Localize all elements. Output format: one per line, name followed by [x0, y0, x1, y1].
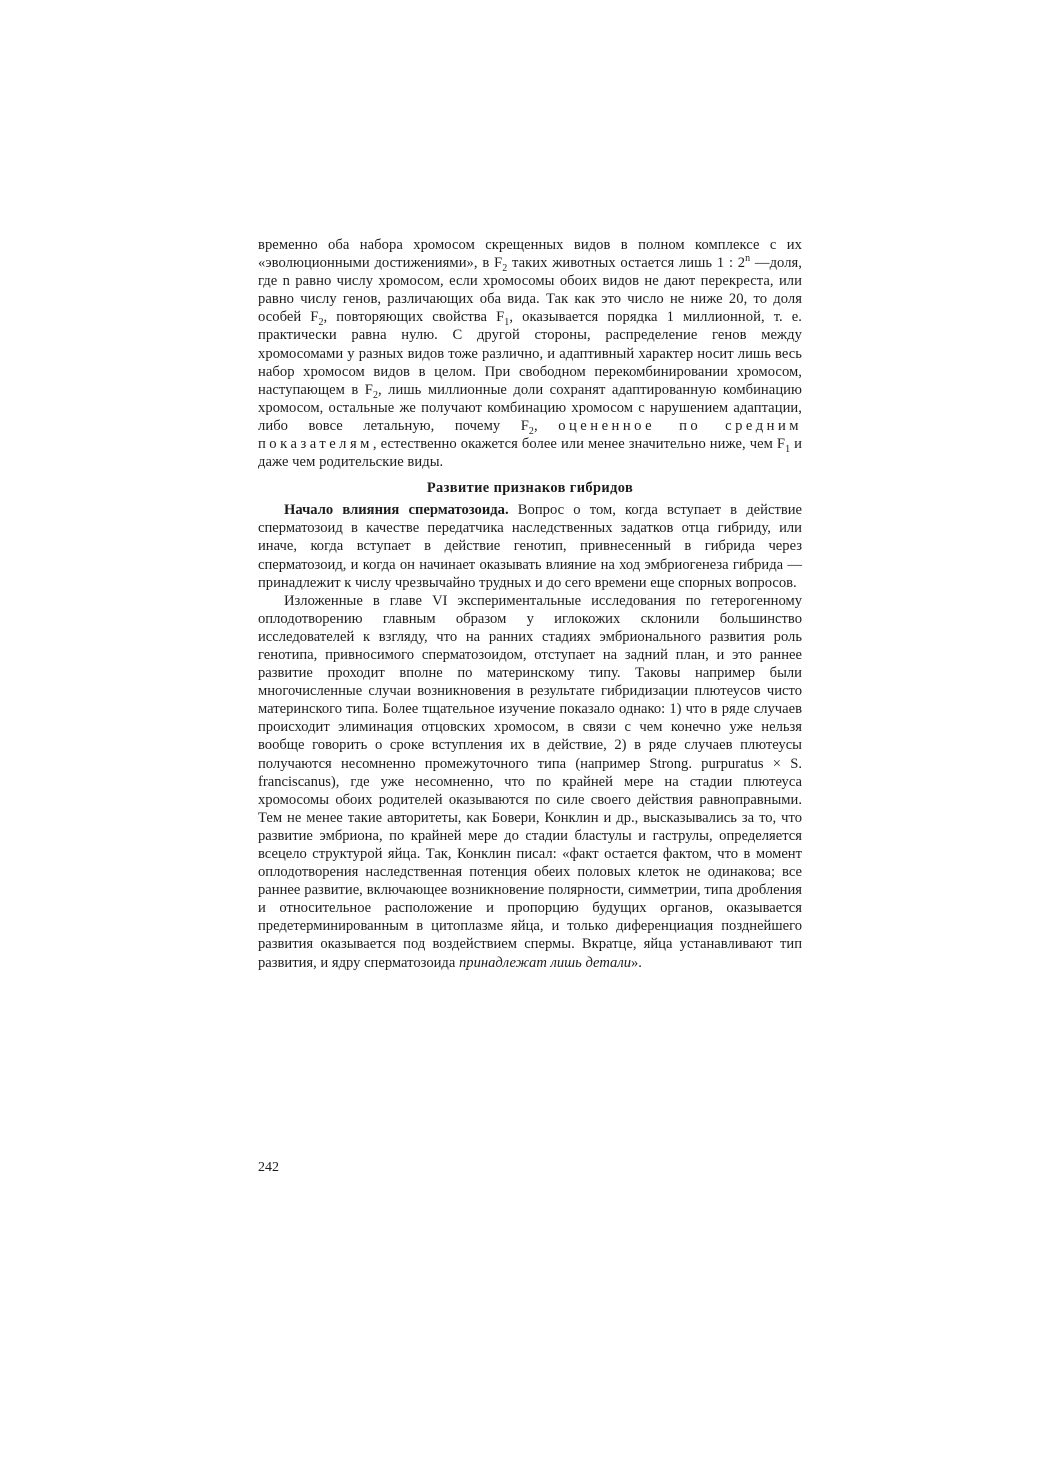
paragraph-sperm-influence: Начало влияния сперматозоида. Вопрос о том, когда вступает в действие сперматозоид в качестве передатчика наследственных задатков отца гибриду, или иначе, когда вступает в действие генотип, привнесенный в гибрида через сперматозоид, и когда он начинает оказывать влияние на ход эмбриогенеза гибрида — принадлежит к числу чрезвычайно трудных и до сего времени еще спорных вопросов.: [258, 502, 802, 591]
paragraph-continuation: временно оба набора хромосом скрещенных видов в полном комплексе с их «эволюционными достижениями», в $F_2$ таких животных остается лишь 1 : 2$^n$ —доля, где n равно числу хромосом, если хромосомы обоих видов не дают перекреста, или равно числу генов, различающих оба вида. Так как это число не ниже 20, то доля особей $F_2$, повторяющих свойства $F_1$, оказывается порядка 1 миллионной, т. е. практически равна нулю. С другой стороны, распределение генов между хромосомами у разных видов тоже различно, и адаптивный характер носит лишь весь набор хромосом видов в целом. При свободном перекомбинировании хромосом, наступающем в $F_2$, лишь миллионные доли сохранят адаптированную комбинацию хромосом, остальные же получают комбинацию хромосом с нарушением адаптации, либо вовсе летальную, почему $F_2$, оцененное по средним показателям, естественно окажется более или менее значительно ниже, чем $F_1$ и даже чем родительские виды.: [258, 237, 803, 471]
paragraph-experiments: Изложенные в главе VI экспериментальные исследования по гетерогенному оплодотворению главным образом у иглокожих склонили большинство исследователей к взгляду, что на ранних стадиях эмбрионального развития роль генотипа, привносимого сперматозоидом, отступает на задний план, и это раннее развитие проходит вполне по материнскому типу. Таковы например были многочисленные случаи возникновения в результате гибридизации плютеусов чисто материнского типа. Более тщательное изучение показало однако: 1) что в ряде случаев происходит элиминация отцовских хромосом, в связи с чем конечно уже нельзя вообще говорить о сроке вступления их в действие, 2) в ряде случаев плютеусы получаются несомненно промежуточного типа (например Strong. purpuratus × S. franciscanus), где уже несомненно, что по крайней мере на стадии плютеуса хромосомы обоих родителей оказываются по силе своего действия равноправными. Тем не менее такие авторитеты, как Бовери, Конклин и др., высказывались за то, что развитие эмбриона, по крайней мере до стадии бластулы и гаструлы, определяется всецело структурой яйца. Так, Конклин писал: «факт остается фактом, что в момент оплодотворения наследственная потенция обеих половых клеток не одинакова; все раннее развитие, включающее возникновение полярности, симметрии, типа дробления и относительное расположение и пропорцию будущих органов, оказывается предетерминированным в цитоплазме яйца, и только диференциация позднейшего развития оказывается под воздействием спермы. Вкратце, яйца устанавливают тип развития, и ядру сперматозоида принадлежат лишь детали».: [258, 592, 802, 971]
runin-heading: Начало влияния сперматозоида.: [284, 502, 509, 519]
page-body: [258, 236, 802, 972]
page-number: 242: [258, 1160, 279, 1175]
section-heading: Развитие признаков гибридов: [426, 480, 634, 497]
